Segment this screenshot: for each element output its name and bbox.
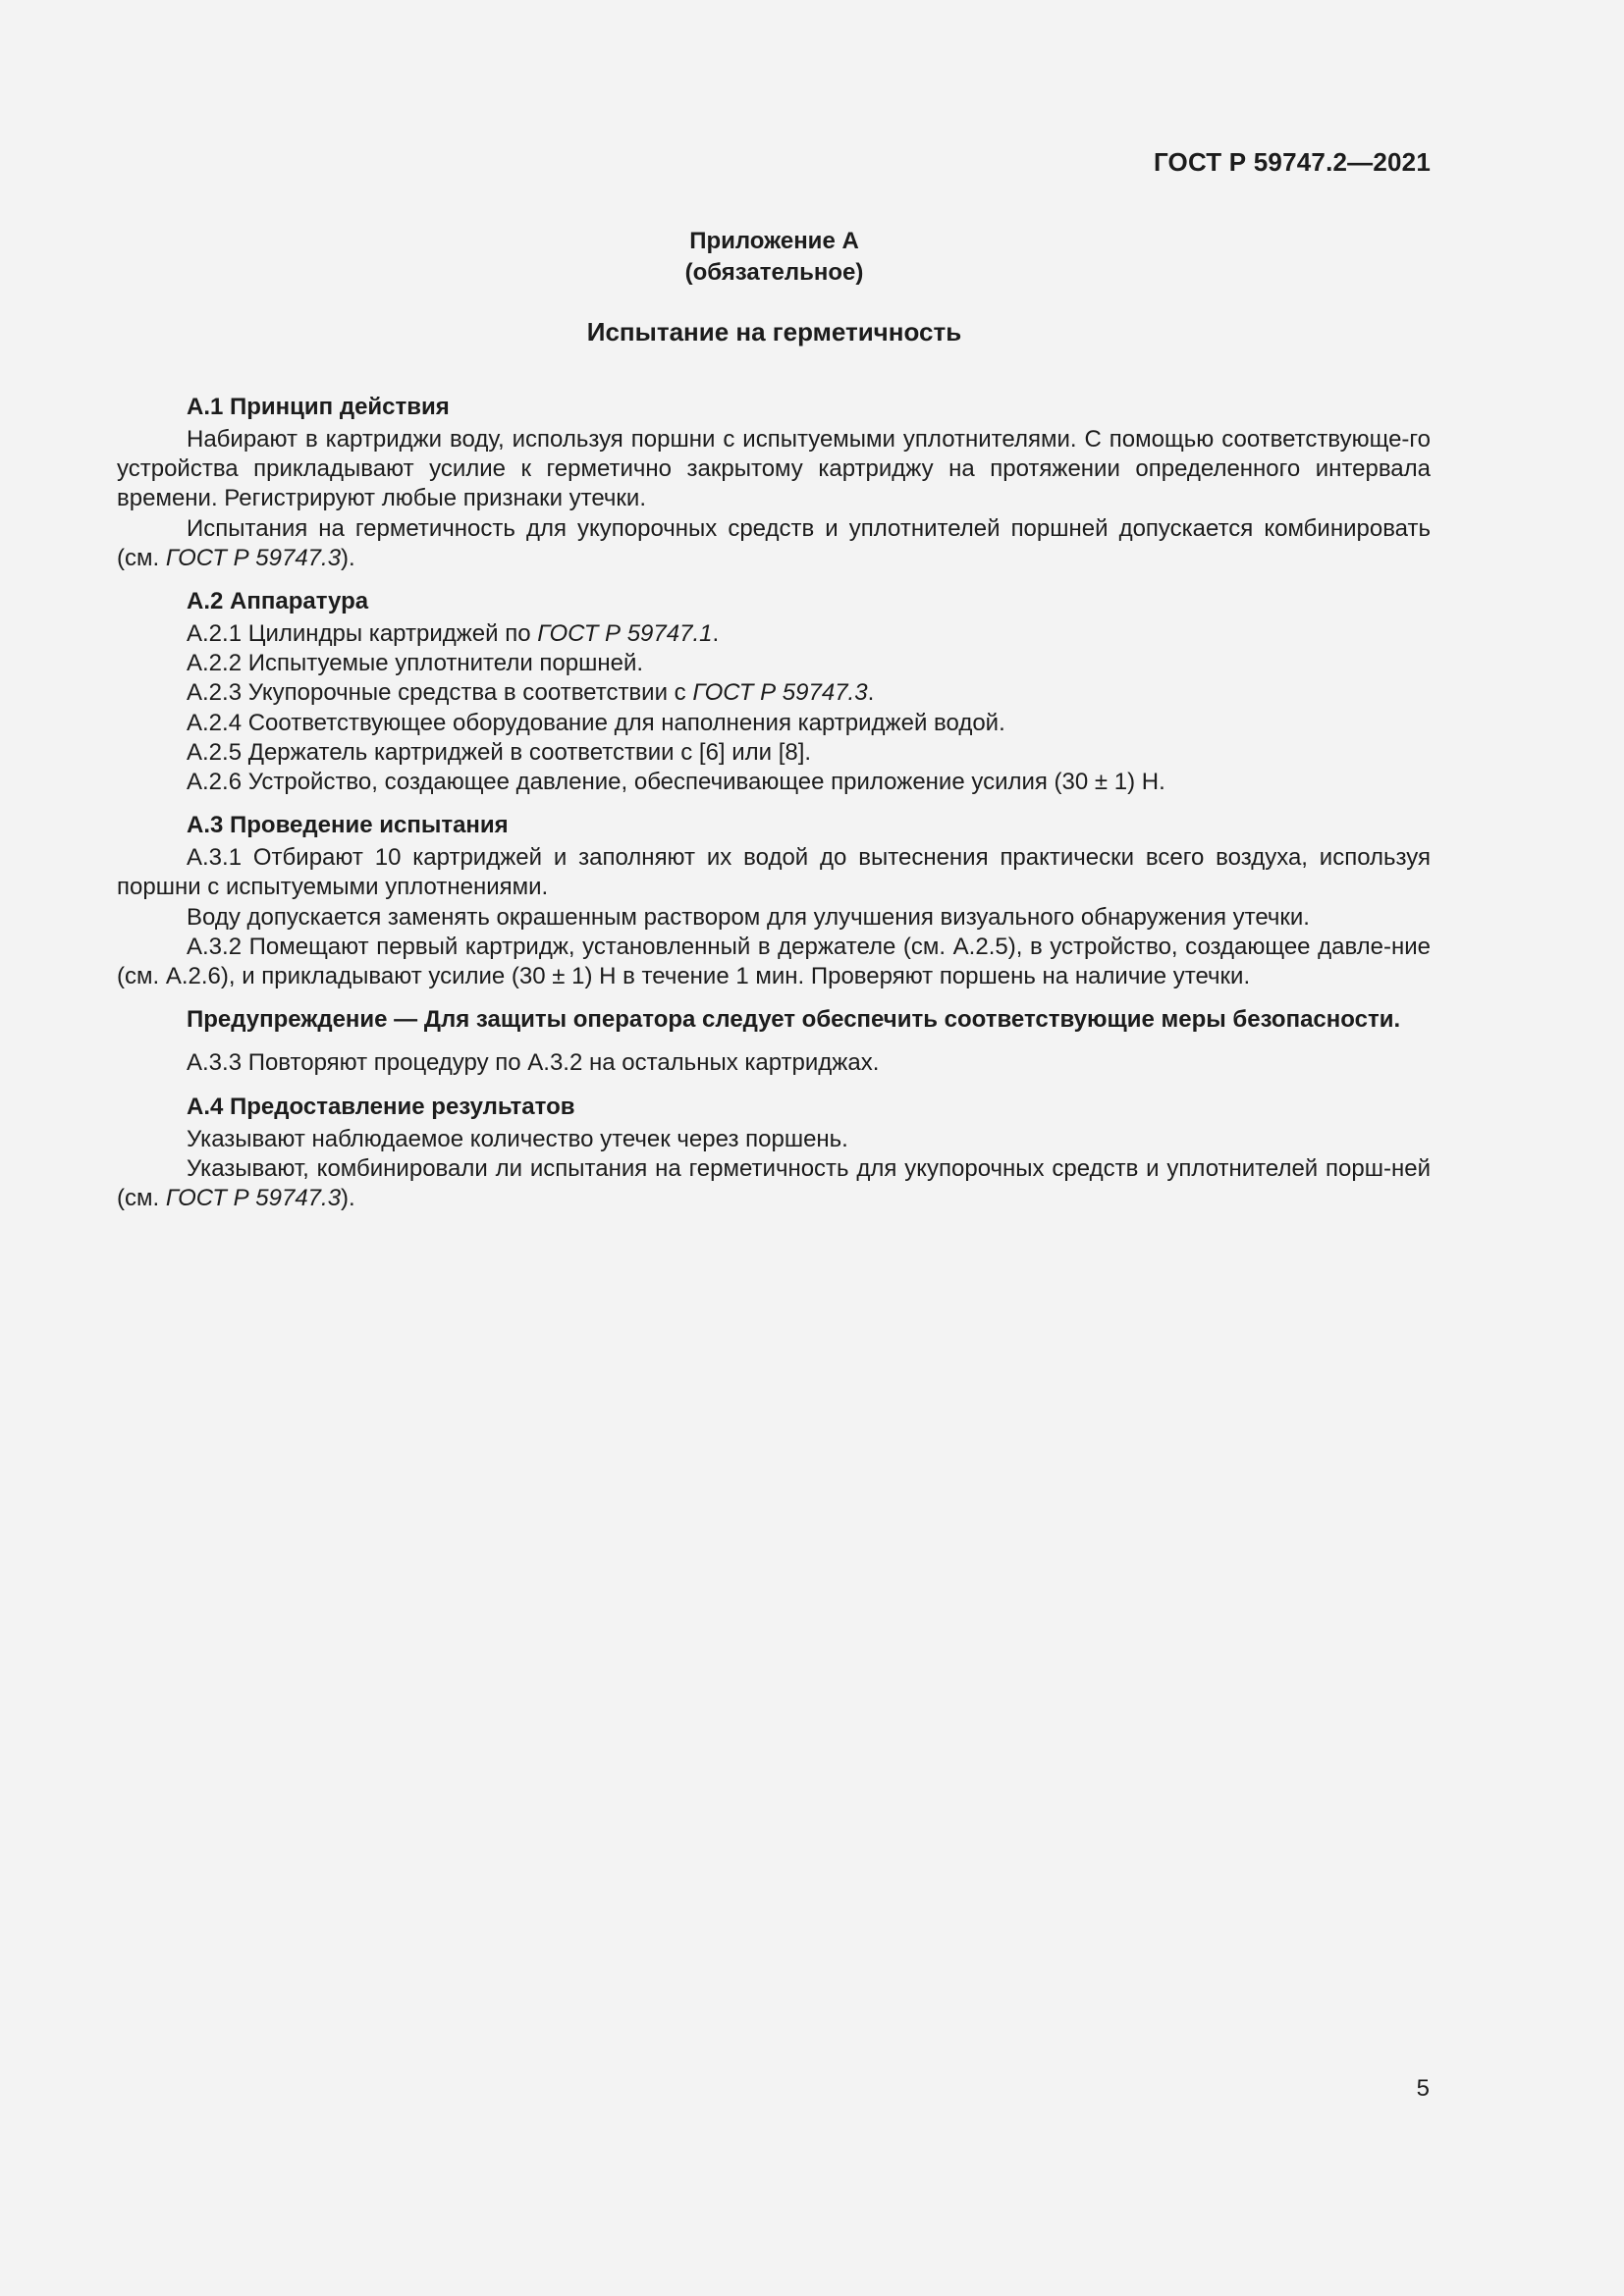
list-item-a2-6: А.2.6 Устройство, создающее давление, обеспечивающее приложение усилия (30 ± 1) Н. [187, 769, 1165, 796]
paragraph-a3-1: А.3.1 Отбирают 10 картриджей и заполняют их водой до вытеснения практически всего воздуха, используя поршни с испытуемыми уплотнениями. [117, 844, 1431, 901]
section-heading-a2: А.2 Аппаратура [187, 588, 369, 615]
standard-reference: ГОСТ Р 59747.3 [165, 544, 342, 571]
paragraph-text: А.2.1 Цилиндры картриджей по [187, 620, 538, 648]
paragraph-a1-2 [117, 514, 1431, 573]
section-heading-a4: А.4 Предоставление результатов [187, 1093, 575, 1120]
standard-reference: ГОСТ Р 59747.1 [537, 620, 713, 648]
annex-title: Испытание на герметичность [586, 317, 962, 347]
document-code: ГОСТ Р 59747.2—2021 [1153, 147, 1431, 177]
list-item-a2-1 [117, 619, 1431, 649]
paragraph-text: ). [341, 544, 355, 571]
document-body [117, 393, 1431, 1213]
paragraph-a3-2: Воду допускается заменять окрашенным раствором для улучшения визуального обнаружения утечки. [187, 903, 1310, 931]
list-item-a2-5: А.2.5 Держатель картриджей в соответствии с [6] или [8]. [187, 738, 812, 766]
paragraph-a4-2 [117, 1154, 1431, 1213]
paragraph-text: . [712, 620, 720, 648]
paragraph-text: Испытания на герметичность для укупорочных средств и уплотнителей поршней допускается комбинировать (см. [117, 514, 1431, 571]
paragraph-text: Указывают, комбинировали ли испытания на герметичность для укупорочных средств и уплотнителей порш-ней (см. [117, 1154, 1431, 1212]
list-item-a2-2: А.2.2 Испытуемые уплотнители поршней. [187, 650, 644, 677]
annex-heading [0, 226, 1548, 289]
paragraph-text: ). [341, 1185, 355, 1212]
page-number: 5 [1416, 2075, 1430, 2102]
paragraph-text: . [867, 679, 875, 707]
paragraph-a3-3: А.3.2 Помещают первый картридж, установленный в держателе (см. А.2.5), в устройство, создающее давле-ние (см. А.2.6), и прикладывают усилие (30 ± 1) Н в течение 1 мин. Проверяют поршень на наличие утечки. [117, 933, 1431, 990]
list-item-a2-3 [117, 678, 1431, 708]
section-heading-a1: А.1 Принцип действия [187, 394, 450, 420]
paragraph-a3-4: А.3.3 Повторяют процедуру по А.3.2 на остальных картриджах. [187, 1049, 880, 1077]
annex-label: Приложение А [689, 228, 859, 254]
standard-reference: ГОСТ Р 59747.3 [165, 1185, 342, 1212]
standard-reference: ГОСТ Р 59747.3 [692, 679, 868, 707]
paragraph-text: А.2.3 Укупорочные средства в соответствии с [187, 679, 693, 707]
list-item-a2-4: А.2.4 Соответствующее оборудование для наполнения картриджей водой. [187, 709, 1005, 736]
paragraph-a4-1: Указывают наблюдаемое количество утечек через поршень. [187, 1125, 848, 1152]
section-heading-a3: А.3 Проведение испытания [187, 812, 509, 839]
safety-warning: Предупреждение — Для защиты оператора следует обеспечить соответствующие меры безопасности. [187, 1006, 1401, 1034]
paragraph-a1-1: Набирают в картриджи воду, используя поршни с испытуемыми уплотнителями. С помощью соответствующе-го устройства прикладывают усилие к герметично закрытому картриджу на протяжении определенного интервала времени. Регистрируют любые признаки утечки. [117, 426, 1431, 512]
annex-status: (обязательное) [684, 259, 864, 286]
